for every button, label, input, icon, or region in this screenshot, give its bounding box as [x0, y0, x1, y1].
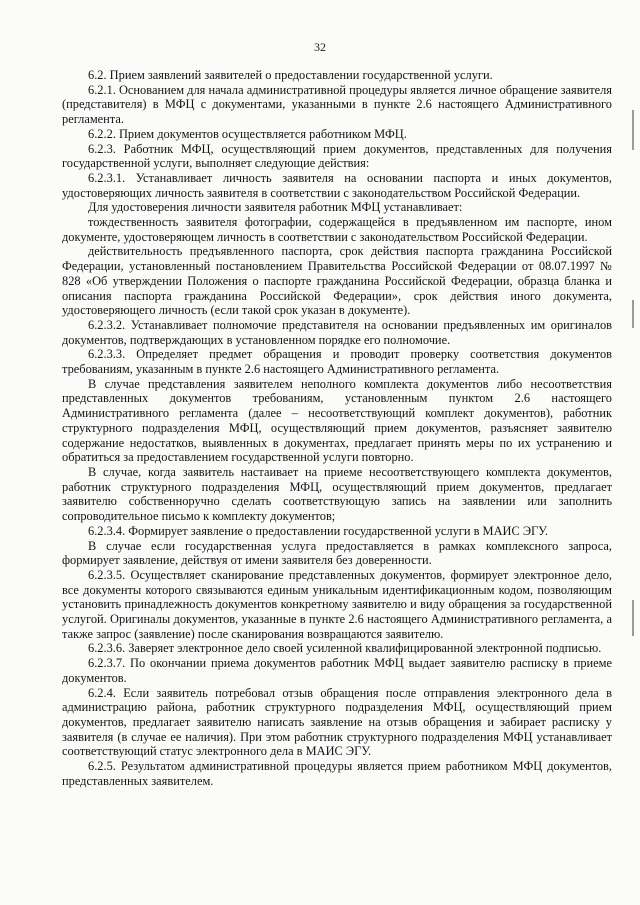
paragraph-incomplete-docs: В случае представления заявителем неполного комплекта документов либо несоответствия представленных документов требованиям, установленным пунктом 2.6 настоящего Административного регламента (далее – несоответствующий комплект документов), работник структурного подразделения МФЦ, осуществляющий прием документов, разъясняет заявителю содержание недостатков, выявленных в документах, предлагает принять меры по их устранению и обратиться за предоставлением государственной услуги повторно.: [62, 376, 612, 465]
paragraph-identity-photo: тождественность заявителя фотографии, содержащейся в предъявленном им паспорте, ином документе, удостоверяющем личность в соответствии с законодательством Российской Федерации.: [62, 215, 612, 244]
paragraph-6-2-3-7: 6.2.3.7. По окончании приема документов работник МФЦ выдает заявителю расписку в приеме документов.: [62, 656, 612, 685]
paragraph-identity-intro: Для удостоверения личности заявителя работник МФЦ устанавливает:: [88, 200, 463, 215]
paragraph-6-2-3: 6.2.3. Работник МФЦ, осуществляющий прием документов, представленных для получения государственной услуги, выполняет следующие действия:: [62, 141, 612, 171]
paragraph-insists-on-docs: В случае, когда заявитель настаивает на приеме несоответствующего комплекта документов, работник структурного подразделения МФЦ, осуществляющий прием документов, предлагает заявителю собственноручно сделать соответствующую запись на заявлении или заполнить сопроводительное письмо к комплекту документов;: [62, 464, 612, 524]
paragraph-complex-request: В случае если государственная услуга предоставляется в рамках комплексного запроса, формирует заявление, действуя от имени заявителя без доверенности.: [62, 538, 612, 568]
document-body: [62, 68, 612, 788]
paragraph-6-2-1: 6.2.1. Основанием для начала административной процедуры является личное обращение заявителя (представителя) в МФЦ с документами, указанными в пункте 2.6 настоящего Административного регламента.: [62, 82, 612, 127]
scan-edge-mark: [632, 110, 634, 150]
scan-edge-mark: [632, 600, 634, 636]
paragraph-6-2: 6.2. Прием заявлений заявителей о предоставлении государственной услуги.: [88, 68, 493, 82]
paragraph-identity-validity: действительность предъявленного паспорта, срок действия паспорта гражданина Российской Федерации, установленный постановлением Правительства Российской Федерации от 08.07.1997 № 828 «Об утверждении Положения о паспорте гражданина Российской Федерации, образца бланка и описания паспорта гражданина Российской Федерации», срок действия иного документа, удостоверяющего личность (если такой срок указан в документе).: [62, 244, 612, 318]
scan-edge-mark: [632, 300, 634, 328]
paragraph-6-2-4: 6.2.4. Если заявитель потребовал отзыв обращения после отправления электронного дела в администрацию района, работник структурного подразделения МФЦ, осуществляющий прием документов, предлагает заявителю написать заявление на отзыв обращения и забирает расписку у заявителя (в случае ее наличия). При этом работник структурного подразделения МФЦ устанавливает соответствующий статус электронного дела в МАИС ЭГУ.: [62, 685, 612, 759]
paragraph-6-2-3-4: 6.2.3.4. Формирует заявление о предоставлении государственной услуги в МАИС ЭГУ.: [88, 523, 549, 538]
paragraph-6-2-3-2: 6.2.3.2. Устанавливает полномочие представителя на основании предъявленных им оригиналов документов, подтверждающих в установленном порядке его полномочие.: [62, 317, 612, 347]
paragraph-6-2-5: 6.2.5. Результатом административной процедуры является прием работником МФЦ документов, представленных заявителем.: [62, 759, 612, 788]
paragraph-6-2-3-3: 6.2.3.3. Определяет предмет обращения и проводит проверку соответствия документов требованиям, указанным в пункте 2.6 настоящего Административного регламента.: [62, 347, 612, 377]
paragraph-6-2-3-6: 6.2.3.6. Заверяет электронное дело своей усиленной квалифицированной электронной подписью.: [88, 641, 602, 656]
paragraph-6-2-2: 6.2.2. Прием документов осуществляется работником МФЦ.: [88, 126, 407, 141]
paragraph-6-2-3-1: 6.2.3.1. Устанавливает личность заявителя на основании паспорта и иных документов, удостоверяющих личность заявителя в соответствии с законодательством Российской Федерации.: [62, 170, 612, 200]
paragraph-6-2-3-5: 6.2.3.5. Осуществляет сканирование представленных документов, формирует электронное дело, все документы которого связываются единым уникальным идентификационным кодом, позволяющим установить принадлежность документов конкретному заявителю и виду обращения за государственной услугой. Оригиналы документов, указанные в пункте 2.6 настоящего Административного регламента, а также запрос (заявление) после сканирования возвращаются заявителю.: [62, 567, 612, 641]
page-number: 32: [314, 40, 326, 54]
